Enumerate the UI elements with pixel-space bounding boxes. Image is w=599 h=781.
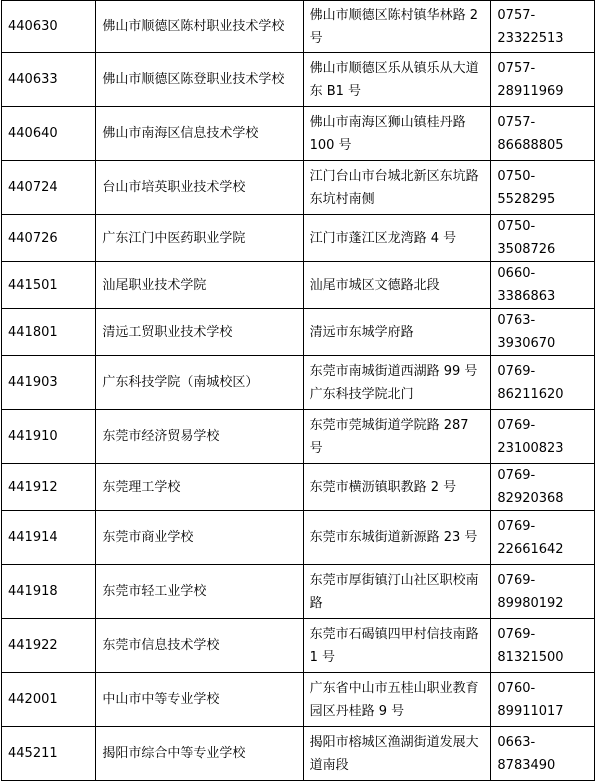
code-cell: 441922 [2,619,96,673]
code-cell: 440633 [2,53,96,107]
table-row [2,565,595,619]
school-name-text: 清远工贸职业技术学校 [102,324,233,340]
address-cell [303,511,491,565]
phone-cell: 0769-82920368 [491,464,595,511]
address-cell [303,53,491,107]
phone-cell: 0660-3386863 [491,262,595,309]
phone-cell: 0757-86688805 [491,107,595,161]
address-cell [303,565,491,619]
phone-cell: 0769-89980192 [491,565,595,619]
school-table [1,0,595,781]
table-row [2,215,595,262]
code-cell: 440726 [2,215,96,262]
table-row [2,107,595,161]
table-row [2,464,595,511]
school-name-text: 广东江门中医药职业学院 [102,230,246,246]
code-cell: 441918 [2,565,96,619]
address-text: 佛山市顺德区乐从镇乐从大道东 B1 号 [309,60,479,99]
code-cell: 445211 [2,727,96,781]
table-row [2,619,595,673]
table-row [2,1,595,53]
school-name-text: 东莞市经济贸易学校 [102,429,220,444]
address-cell [303,1,491,53]
code-cell: 440630 [2,1,96,53]
school-name-text: 揭阳市综合中等专业学校 [102,746,246,761]
phone-cell: 0750-5528295 [491,161,595,215]
table-row [2,309,595,356]
school-name-text: 中山市中等专业学校 [102,692,220,707]
school-name-text: 东莞理工学校 [102,479,181,495]
address-text: 东莞市横沥镇职教路 2 号 [309,479,457,495]
school-name-cell [96,511,303,565]
school-name-cell [96,410,303,464]
address-text: 东莞市南城街道西湖路 99 号广东科技学院北门 [309,363,478,402]
phone-cell: 0769-81321500 [491,619,595,673]
school-table-body [2,1,595,781]
school-name-text: 汕尾职业技术学院 [102,277,207,293]
code-cell: 442001 [2,673,96,727]
code-cell: 440724 [2,161,96,215]
school-name-cell [96,464,303,511]
phone-cell: 0769-23100823 [491,410,595,464]
address-text: 清远市东城学府路 [309,324,414,340]
address-cell [303,107,491,161]
address-text: 佛山市南海区狮山镇桂丹路 100 号 [309,114,466,153]
table-row [2,356,595,410]
address-cell [303,262,491,309]
school-name-text: 台山市培英职业技术学校 [102,180,246,195]
table-row [2,511,595,565]
school-name-text: 东莞市轻工业学校 [102,584,207,599]
school-name-cell [96,309,303,356]
code-cell: 441903 [2,356,96,410]
phone-cell: 0663-8783490 [491,727,595,781]
table-row [2,673,595,727]
school-name-cell [96,107,303,161]
address-cell [303,356,491,410]
address-cell [303,215,491,262]
code-cell: 441801 [2,309,96,356]
address-cell [303,673,491,727]
address-text: 东莞市石碣镇四甲村信技南路 1 号 [309,626,479,665]
code-cell: 440640 [2,107,96,161]
table-row [2,727,595,781]
address-text: 汕尾市城区文德路北段 [309,277,440,293]
code-cell: 441910 [2,410,96,464]
school-name-cell [96,1,303,53]
address-text: 东莞市莞城街道学院路 287 号 [309,417,469,456]
code-cell: 441501 [2,262,96,309]
table-row [2,410,595,464]
table-row [2,262,595,309]
address-text: 广东省中山市五桂山职业教育园区丹桂路 9 号 [309,680,479,719]
address-cell [303,410,491,464]
phone-cell: 0750-3508726 [491,215,595,262]
school-name-text: 东莞市商业学校 [102,530,194,545]
school-name-cell [96,565,303,619]
address-cell [303,727,491,781]
school-name-text: 佛山市顺德区陈登职业技术学校 [102,72,285,87]
code-cell: 441912 [2,464,96,511]
address-cell [303,619,491,673]
table-row [2,161,595,215]
address-text: 江门市蓬江区龙湾路 4 号 [309,230,457,246]
school-name-cell [96,53,303,107]
school-name-text: 广东科技学院（南城校区） [102,375,259,390]
address-text: 佛山市顺德区陈村镇华林路 2 号 [309,7,478,46]
phone-cell: 0769-22661642 [491,511,595,565]
table-row [2,53,595,107]
address-text: 东莞市东城街道新源路 23 号 [309,530,478,545]
school-name-cell [96,161,303,215]
address-text: 揭阳市榕城区渔湖街道发展大道南段 [309,734,479,773]
phone-cell: 0760-89911017 [491,673,595,727]
address-cell [303,161,491,215]
phone-cell: 0757-23322513 [491,1,595,53]
phone-cell: 0757-28911969 [491,53,595,107]
code-cell: 441914 [2,511,96,565]
address-text: 东莞市厚街镇汀山社区职校南路 [309,572,479,611]
school-name-cell [96,215,303,262]
school-name-cell [96,727,303,781]
school-name-text: 佛山市顺德区陈村职业技术学校 [102,19,285,34]
phone-cell: 0763-3930670 [491,309,595,356]
school-name-cell [96,262,303,309]
address-cell [303,309,491,356]
phone-cell: 0769-86211620 [491,356,595,410]
school-name-text: 东莞市信息技术学校 [102,638,220,653]
school-name-cell [96,619,303,673]
address-cell [303,464,491,511]
address-text: 江门台山市台城北新区东坑路东坑村南侧 [309,168,479,207]
school-name-cell [96,356,303,410]
school-name-text: 佛山市南海区信息技术学校 [102,126,259,141]
school-name-cell [96,673,303,727]
